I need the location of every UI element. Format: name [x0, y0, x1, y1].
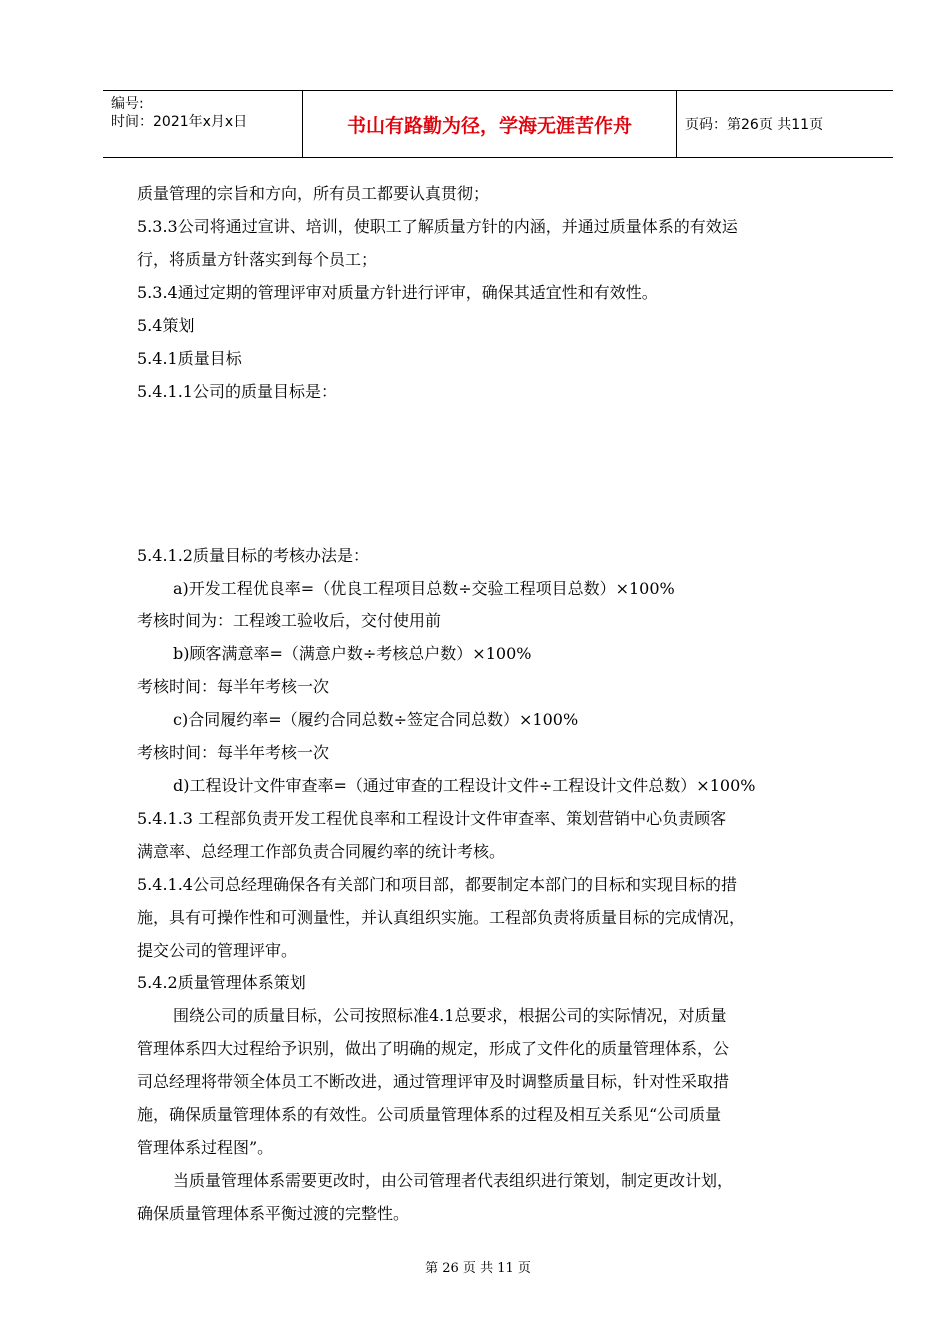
body-line: 当质量管理体系需要更改时，由公司管理者代表组织进行策划，制定更改计划，	[173, 1171, 734, 1190]
body-line: 5.4.1.4公司总经理确保各有关部门和项目部，都要制定本部门的目标和实现目标的措	[137, 875, 737, 894]
section-heading: 5.4.2质量管理体系策划	[137, 973, 306, 992]
body-line: 考核时间：每半年考核一次	[137, 677, 330, 696]
body-line: 提交公司的管理评审。	[137, 941, 298, 960]
time-label: 时间：2021年x月x日	[111, 114, 248, 130]
body-line: 5.4.1.2质量目标的考核办法是：	[137, 546, 369, 565]
body-line: 5.3.4通过定期的管理评审对质量方针进行评审，确保其适宜性和有效性。	[137, 283, 658, 302]
body-line: 质量管理的宗旨和方向，所有员工都要认真贯彻；	[137, 184, 490, 203]
body-line: 管理体系四大过程给予识别，做出了明确的规定，形成了文件化的质量管理体系，公	[137, 1039, 730, 1058]
section-heading: 5.4.1质量目标	[137, 349, 242, 368]
header-page-code: 页码：第26页 共11页	[685, 117, 824, 133]
header-motto: 书山有路勤为径，学海无涯苦作舟	[303, 91, 677, 157]
body-line: 5.4.1.1公司的质量目标是：	[137, 382, 337, 401]
body-line: 施，确保质量管理体系的有效性。公司质量管理体系的过程及相互关系见“公司质量	[137, 1105, 722, 1124]
formula-line: a)开发工程优良率=（优良工程项目总数÷交验工程项目总数）×100%	[173, 579, 675, 598]
body-line: 满意率、总经理工作部负责合同履约率的统计考核。	[137, 842, 506, 861]
formula-line: c)合同履约率=（履约合同总数÷签定合同总数）×100%	[173, 710, 579, 729]
body-line: 确保质量管理体系平衡过渡的完整性。	[137, 1204, 410, 1223]
body-line: 5.3.3公司将通过宣讲、培训，使职工了解质量方针的内涵，并通过质量体系的有效运	[137, 217, 738, 236]
formula-line: b)顾客满意率=（满意户数÷考核总户数）×100%	[173, 644, 532, 663]
body-line: 5.4.1.3 工程部负责开发工程优良率和工程设计文件审查率、策划营销中心负责顾客	[137, 809, 727, 828]
body-line: 行，将质量方针落实到每个员工；	[137, 250, 378, 269]
body-line: 施，具有可操作性和可测量性，并认真组织实施。工程部负责将质量目标的完成情况，	[137, 908, 746, 927]
page-footer: 第 26 页 共 11 页	[425, 1261, 531, 1276]
formula-line: d)工程设计文件审查率=（通过审查的工程设计文件÷工程设计文件总数）×100%	[173, 776, 756, 795]
body-line: 围绕公司的质量目标，公司按照标准4.1总要求，根据公司的实际情况，对质量	[173, 1006, 727, 1025]
header-info-cell	[103, 91, 303, 157]
section-heading: 5.4策划	[137, 316, 195, 335]
body-line: 考核时间：每半年考核一次	[137, 743, 330, 762]
body-line: 管理体系过程图”。	[137, 1138, 274, 1157]
number-label: 编号:	[111, 96, 144, 112]
body-line: 考核时间为：工程竣工验收后，交付使用前	[137, 611, 442, 630]
body-line: 司总经理将带领全体员工不断改进，通过管理评审及时调整质量目标，针对性采取措	[137, 1072, 730, 1091]
document-header	[103, 90, 893, 158]
